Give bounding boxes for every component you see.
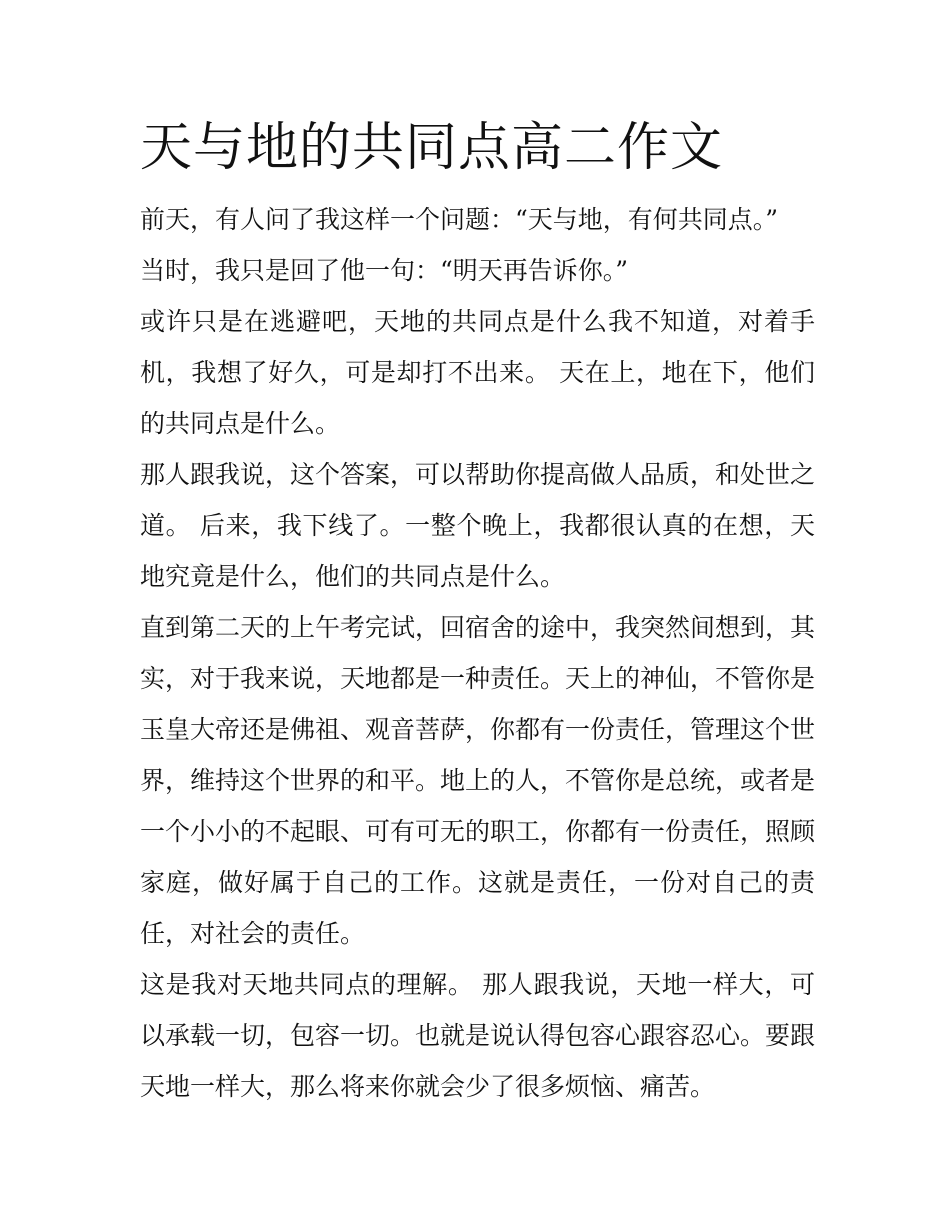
paragraph-1: 前天，有人问了我这样一个问题：“天与地，有何共同点。” [140,205,779,234]
paragraph-2: 当时，我只是回了他一句：“明天再告诉你。” [140,256,629,285]
document-title: 天与地的共同点高二作文 [140,118,724,178]
document-page [140,112,815,1112]
paragraph-6: 这是我对天地共同点的理解。 那人跟我说，天地一样大，可以承载一切，包容一切。也就是说认得包容心跟容忍心。要跟天地一样大，那么将来你就会少了很多烦恼、痛苦。 [140,970,816,1101]
paragraph-4: 那人跟我说，这个答案，可以帮助你提高做人品质，和处世之道。 后来，我下线了。一整个晚上，我都很认真的在想，天地究竟是什么，他们的共同点是什么。 [140,460,816,591]
paragraph-3: 或许只是在逃避吧，天地的共同点是什么我不知道，对着手机，我想了好久，可是却打不出来。 天在上，地在下，他们的共同点是什么。 [140,307,815,438]
paragraph-5: 直到第二天的上午考完试，回宿舍的途中，我突然间想到，其实，对于我来说，天地都是一种责任。天上的神仙，不管你是玉皇大帝还是佛祖、观音菩萨，你都有一份责任，管理这个世界，维持这个世界的和平。地上的人，不管你是总统，或者是一个小小的不起眼、可有可无的职工，你都有一份责任，照顾家庭，做好属于自己的工作。这就是责任，一份对自己的责任，对社会的责任。 [140,613,816,948]
